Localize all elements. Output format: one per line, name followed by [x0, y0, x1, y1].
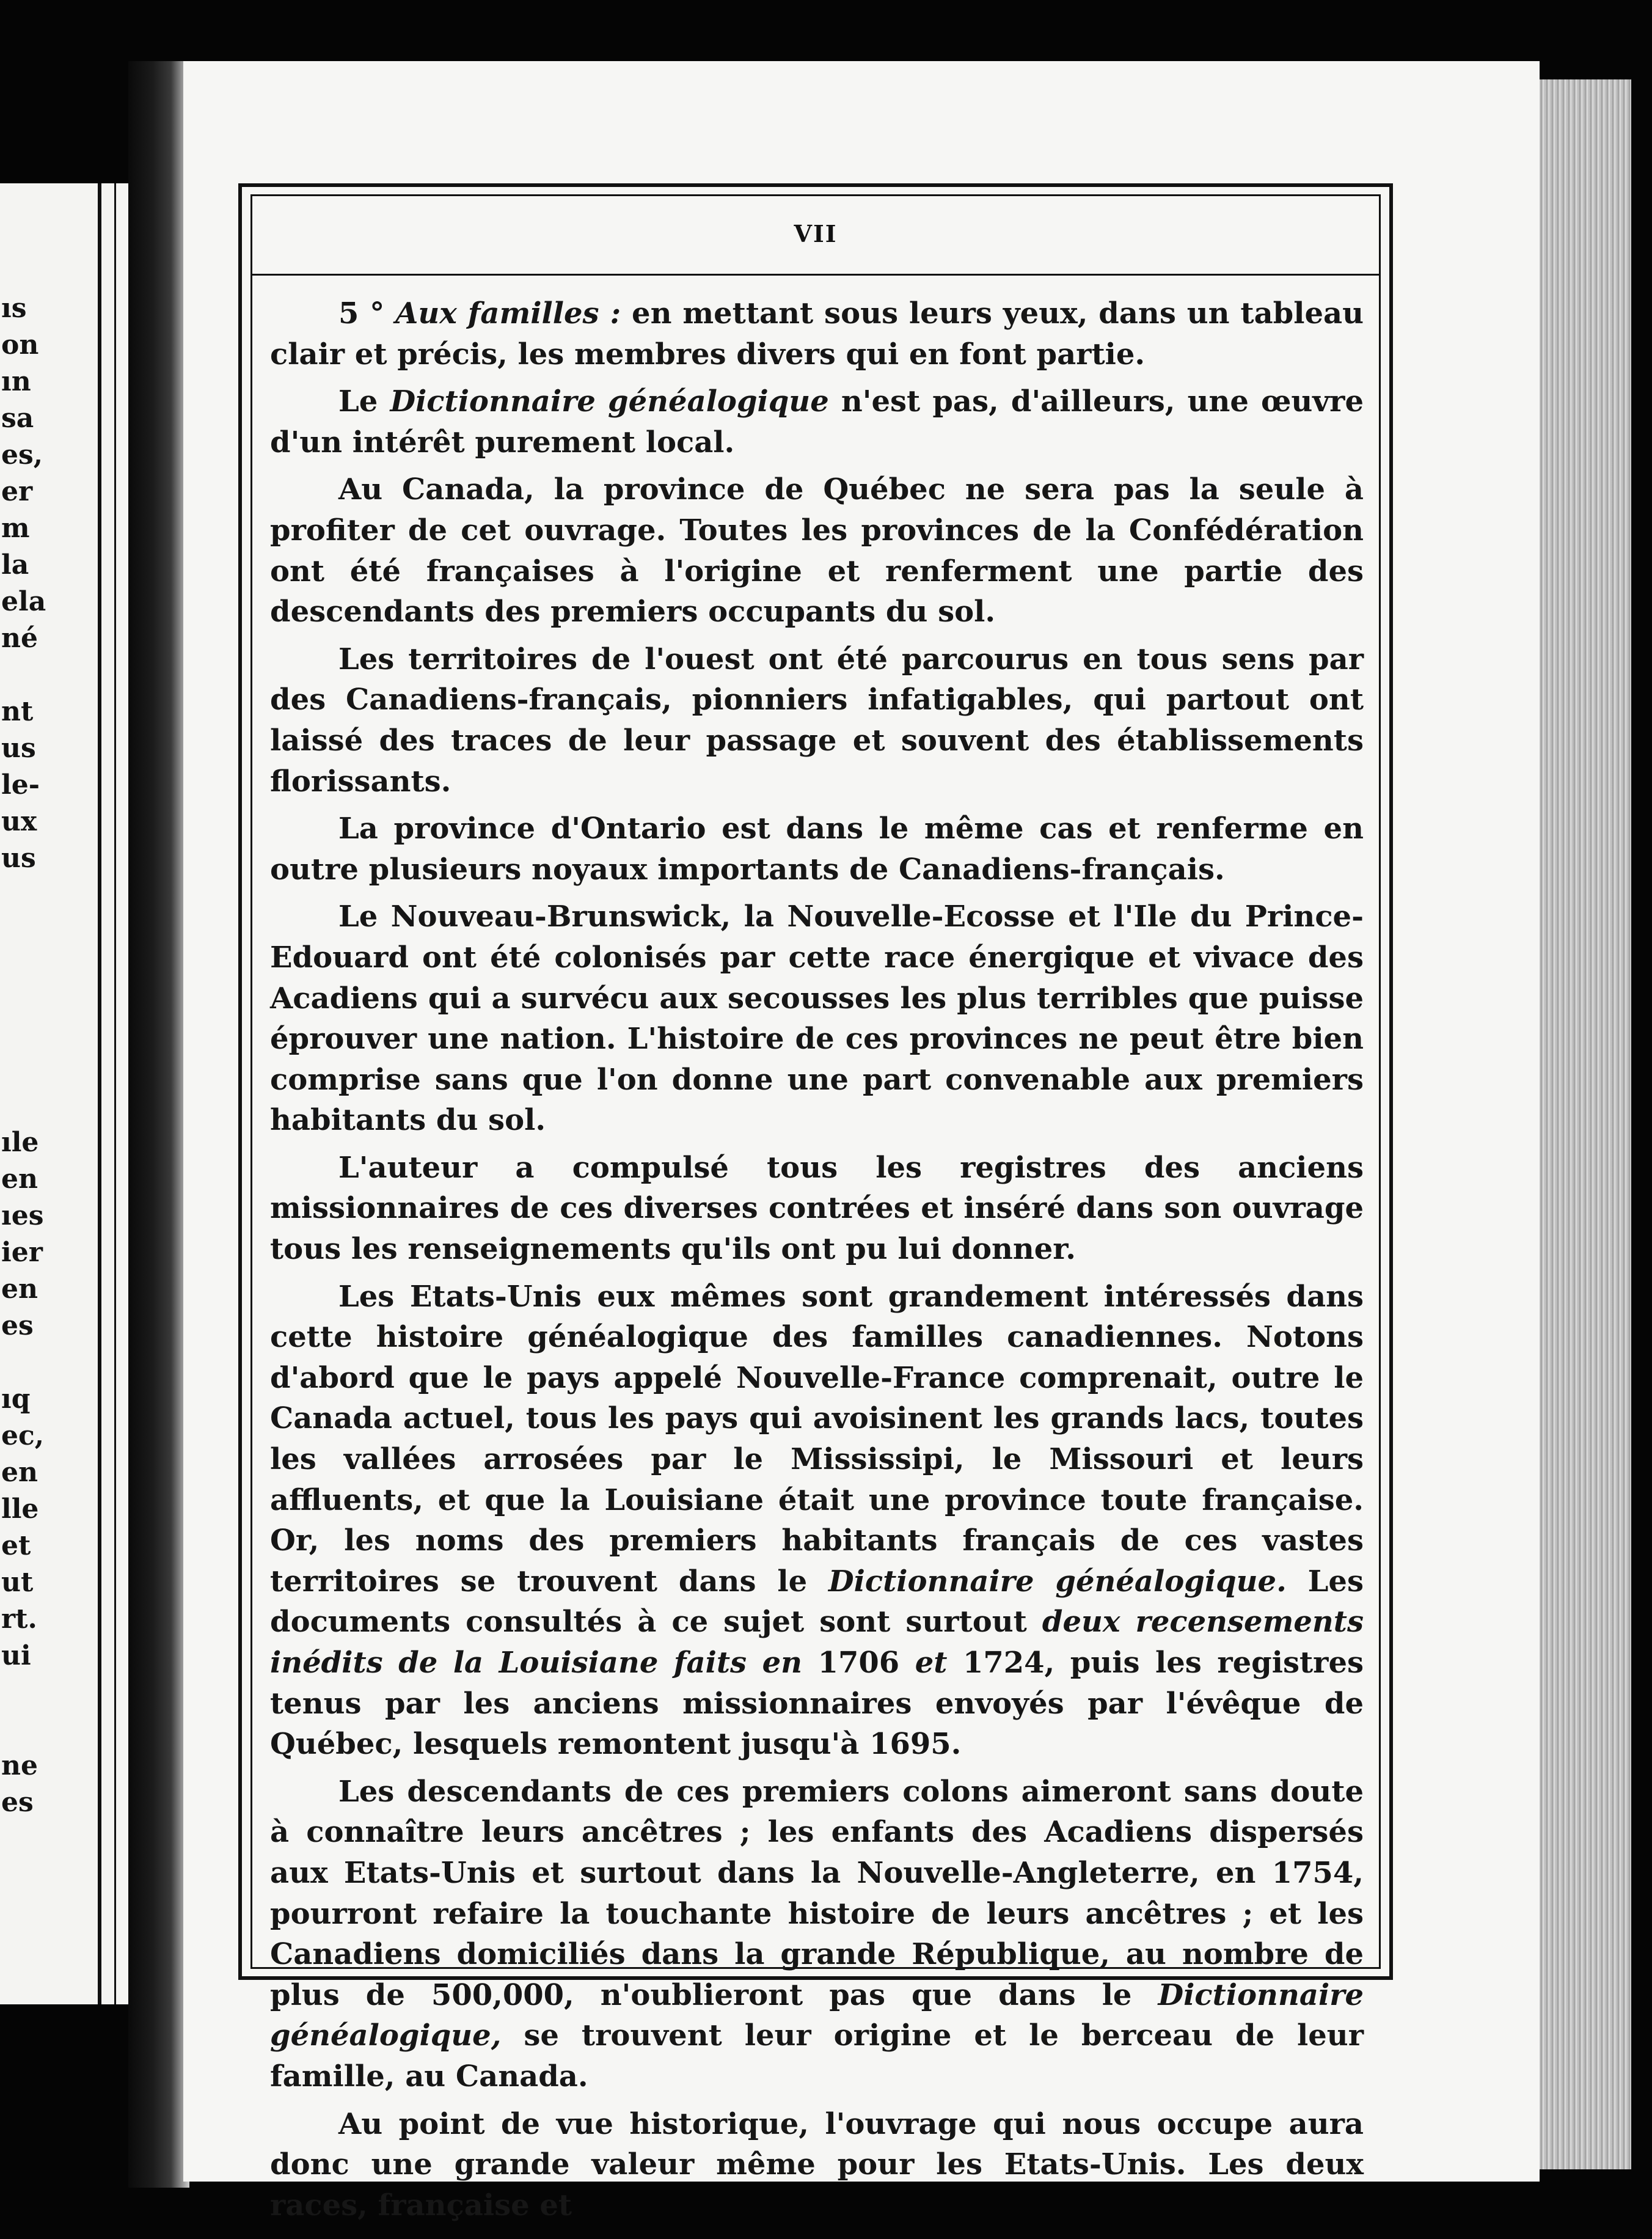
text-segment: 1724, puis les registres tenus par les anciens missionnaires envoyés par l'évêque de Québec, lesquels remontent jusqu'à 1695.	[270, 1646, 1364, 1762]
left-page-fragment-line: ec,	[1, 1420, 45, 1451]
left-page-fragment	[0, 183, 128, 2004]
left-page-fragment-line: lle	[1, 1493, 39, 1525]
left-page-fragment-line: ıs	[1, 293, 27, 324]
text-segment: 1706	[802, 1646, 915, 1680]
text-segment: Au Canada, la province de Québec ne sera pas la seule à profiter de cet ouvrage. Toutes les provinces de la Confédération ont été françaises à l'origine et renferment une partie des descendants des premiers occupants du sol.	[270, 472, 1364, 629]
text-segment: n'est pas, d'ailleurs, une œuvre d'un intérêt purement local.	[270, 384, 1364, 460]
left-page-fragment-line: ux	[1, 806, 37, 837]
left-page-text-middle	[1, 1124, 87, 1821]
paragraph	[270, 1772, 1364, 2097]
italic-text: Dictionnaire généalogique,	[270, 1977, 1364, 2053]
text-segment: se trouvent leur origine et le berceau de leur famille, au Canada.	[270, 2018, 1364, 2094]
left-page-fragment-line: en	[1, 1163, 38, 1195]
left-page-fragment-line: le-	[1, 769, 40, 801]
left-page-fragment-line: es	[1, 1310, 34, 1341]
text-segment: Les documents consultés à ce sujet sont surtout	[270, 1564, 1364, 1640]
paragraph	[270, 808, 1364, 890]
left-page-fragment-line: es,	[1, 439, 43, 471]
left-page-fragment-line	[1, 1674, 87, 1711]
italic-text: et	[915, 1646, 948, 1680]
left-page-fragment-line: et	[1, 1530, 31, 1561]
left-page-fragment-line: en	[1, 1273, 38, 1305]
text-segment: Au point de vue historique, l'ouvrage qui nous occupe aura donc une grande valeur même pour les Etats-Unis. Les deux races, française et	[270, 2106, 1364, 2223]
text-segment: Les territoires de l'ouest ont été parcourus en tous sens par des Canadiens-français, pionniers infatigables, qui partout ont laissé des traces de leur passage et souvent des établissements florissants.	[270, 642, 1364, 799]
paragraph	[270, 293, 1364, 375]
text-segment: Les descendants de ces premiers colons aimeront sans doute à connaître leurs ancêtres ; les enfants des Acadiens dispersés aux Etats-Unis et surtout dans la Nouvelle-Angleterre, en 1754, pourront refaire la touchante histoire de leurs ancêtres ; et les Canadiens domiciliés dans la grande République, au nombre de plus de 500,000, n'oublieront pas que dans le	[270, 1774, 1364, 2012]
left-page-fragment-line: er	[1, 476, 33, 507]
paragraph	[270, 381, 1364, 463]
left-page-fragment-line: m	[1, 513, 30, 544]
italic-text: Aux familles :	[395, 296, 621, 331]
text-segment: en mettant sous leurs yeux, dans un tableau clair et précis, les membres divers qui en font partie.	[270, 296, 1364, 372]
text-segment: 5 °	[338, 296, 396, 331]
left-page-fragment-line: on	[1, 329, 39, 361]
left-page-fragment-line: ier	[1, 1237, 43, 1268]
italic-text: deux recensements inédits de la Louisiane faits en	[270, 1605, 1364, 1680]
italic-text: Dictionnaire généalogique.	[828, 1564, 1287, 1599]
left-page-fragment-line: ne	[1, 1750, 38, 1781]
body-text	[270, 293, 1364, 2226]
paragraph	[270, 1277, 1364, 1765]
paragraph	[270, 896, 1364, 1141]
text-segment: L'auteur a compulsé tous les registres des anciens missionnaires de ces diverses contrées et inséré dans son ouvrage tous les renseignements qu'ils ont pu lui donner.	[270, 1150, 1364, 1267]
paragraph	[270, 2104, 1364, 2226]
left-page-fragment-line: us	[1, 843, 36, 874]
left-page-frame-rule	[98, 183, 101, 2004]
page-stack-edge	[1540, 79, 1631, 2169]
paragraph	[270, 639, 1364, 802]
left-page-fragment-line	[1, 657, 87, 694]
left-page-fragment-line: ıes	[1, 1200, 44, 1231]
left-page-fragment-line: ela	[1, 586, 46, 617]
left-page-fragment-line: né	[1, 623, 38, 654]
text-segment: Les Etats-Unis eux mêmes sont grandement intéressés dans cette histoire généalogique des familles canadiennes. Notons d'abord que le pays appelé Nouvelle-France comprenait, outre le Canada actuel, tous les pays qui avoisinent les grands lacs, toutes les vallées arrosées par le Mississipi, le Missouri et leurs affluents, et que la Louisiane était une province toute française. Or, les noms des premiers habitants français de ces vastes territoires se trouvent dans le	[270, 1279, 1364, 1599]
left-page-fragment-line: ui	[1, 1640, 31, 1671]
left-page-text-top	[1, 290, 87, 877]
left-page-fragment-line: ın	[1, 366, 31, 397]
left-page-fragment-line: la	[1, 549, 29, 581]
left-page-fragment-line: ıle	[1, 1127, 39, 1158]
text-segment: La province d'Ontario est dans le même cas et renferme en outre plusieurs noyaux importants de Canadiens-français.	[270, 812, 1364, 887]
text-segment: Le Nouveau-Brunswick, la Nouvelle-Ecosse et l'Ile du Prince-Edouard ont été colonisés par cette race énergique et vivace des Acadiens qui a survécu aux secousses les plus terribles que puisse éprouver une nation. L'histoire de ces provinces ne peut être bien comprise sans que l'on donne une part convenable aux premiers habitants du sol.	[270, 900, 1364, 1138]
italic-text: Dictionnaire généalogique	[390, 384, 829, 419]
left-page-fragment-line: en	[1, 1457, 38, 1488]
left-page-frame-rule-inner	[114, 183, 116, 2004]
header-rule	[250, 274, 1381, 276]
book-gutter-shadow	[128, 61, 189, 2188]
left-page-fragment-line: rt.	[1, 1603, 37, 1635]
left-page-fragment-line: us	[1, 733, 36, 764]
left-page-fragment-line: ut	[1, 1567, 34, 1598]
page-number: VII	[794, 220, 838, 247]
left-page-fragment-line: nt	[1, 696, 34, 727]
paragraph	[270, 469, 1364, 632]
paragraph	[270, 1148, 1364, 1270]
left-page-fragment-line: ıq	[1, 1383, 31, 1415]
left-page-fragment-line	[1, 1344, 87, 1381]
left-page-fragment-line: es	[1, 1787, 34, 1818]
left-page-fragment-line	[1, 1711, 87, 1748]
left-page-fragment-line: sa	[1, 403, 34, 434]
text-segment: Le	[338, 384, 390, 419]
